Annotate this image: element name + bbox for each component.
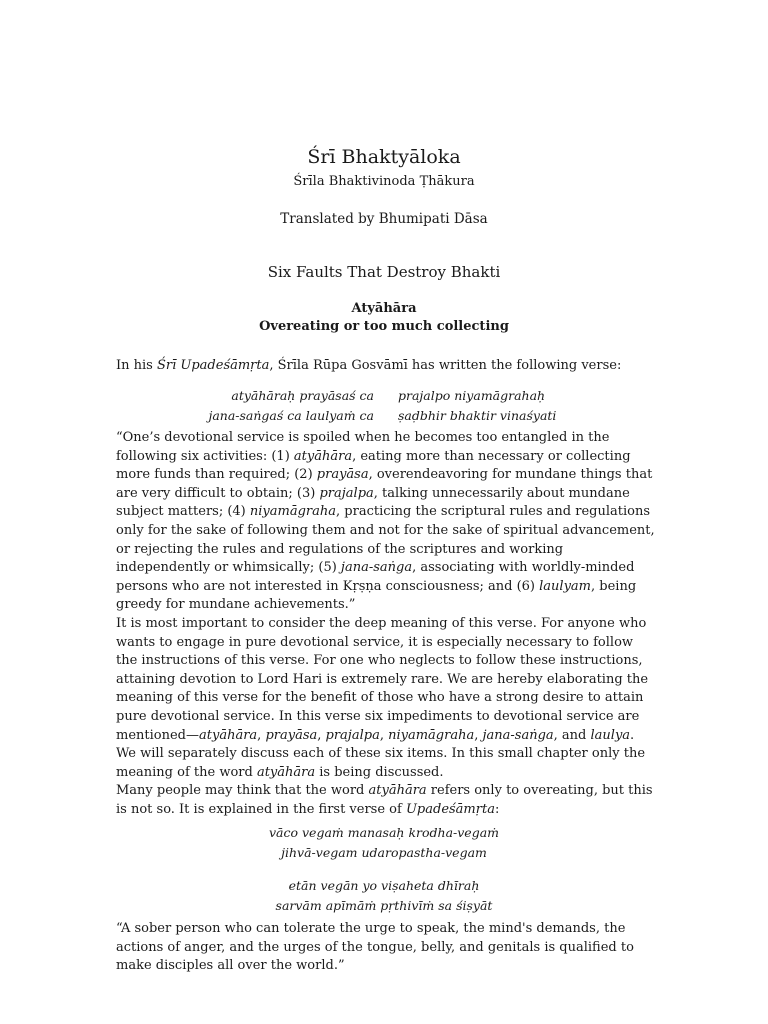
verse-line: vāco vegaṁ manasaḥ krodha-vegaṁ [268,825,500,840]
sanskrit-term: prayāsa [265,727,318,743]
sanskrit-term: prajalpa [325,727,380,743]
text-run: , being greedy for mundane achievements.” [116,578,637,613]
body-text [116,429,656,819]
translator-line: Translated by Bhumipati Dāsa [280,211,488,227]
sanskrit-term: atyāhāra [199,727,258,743]
author-line: Śrīla Bhaktivinoda Ṭhākura [293,174,475,189]
sanskrit-term: niyamāgraha [249,504,337,520]
sanskrit-term: jana-saṅga [340,560,413,576]
verse-block-3 [0,876,768,916]
text-run: , [317,727,326,743]
book-title: Śrī Bhaktyāloka [307,146,461,168]
sanskrit-term: niyamāgraha [388,727,475,743]
text-run: , practicing the scriptural rules and regulations only for the sake of following them and not for the sake of spiritual advancement, or rejecting the rules and regulations of the scriptures and working independently or whimsically; (5) [116,504,655,576]
sanskrit-term: laulyam [539,578,592,594]
sanskrit-term: atyāhāra [368,783,427,799]
sanskrit-term: prayāsa [316,467,369,483]
verse-line: etān vegān yo viṣaheta dhīraḥ [288,878,480,893]
text-run: refers only to overeating, but this is not so. It is explained in the first verse of [116,783,653,817]
sanskrit-term: atyāhāra [256,764,316,780]
text-run: : [494,801,500,817]
text-run: , [379,727,389,743]
chapter-title: Six Faults That Destroy Bhakti [267,263,501,281]
verse-block-2 [0,823,768,863]
intro-work-title: Śrī Upadeśāmṛta [156,358,270,373]
text-run: , eating more than necessary or collecting more funds than required; (2) [116,448,631,483]
intro-pre: In his [116,358,157,373]
text-run: Many people may think that the word [116,783,369,799]
commentary-paragraph [116,782,656,819]
intro-paragraph [116,358,656,373]
closing-paragraph [116,920,656,976]
verse-half: ṣaḍbhir bhaktir vinaśyati [398,408,557,423]
translation-paragraph [116,429,656,615]
verse-block-1 [116,386,656,426]
sanskrit-term: atyāhāra [293,448,353,464]
verse-line: jihvā-vegam udaropastha-vegam [281,845,487,860]
closing-text: “A sober person who can tolerate the urge to speak, the mind's demands, the actions of anger, and the urges of the tongue, belly, and genitals is qualified to make disciples all over the world.” [116,921,634,974]
verse-line [116,406,656,426]
section-subtitle: Overeating or too much collecting [259,319,509,334]
text-run: It is most important to consider the deep meaning of this verse. For anyone who wants to engage in pure devotional service, it is especially necessary to follow the instructions of this verse. For one who neglects to follow these instructions, attaining devotion to Lord Hari is extremely rare. We are hereby elaborating the meaning of this verse for the benefit of those who have a strong desire to attain pure devotional service. In this verse six impediments to devotional service are mentioned— [116,615,649,743]
text-run: “One’s devotional service is spoiled when he becomes too entangled in the following six activities: (1) [116,430,610,464]
work-title: Upadeśāmṛta [405,801,495,817]
verse-half: prajalpo niyamāgrahaḥ [398,388,546,403]
text-run: is being discussed. [315,764,444,780]
text-run: , [474,727,483,743]
text-run: , [257,727,266,743]
sanskrit-term: prajalpa [319,485,374,501]
sanskrit-term: laulya [590,727,631,743]
text-run: , associating with worldly-minded persons who are not interested in Kṛṣṇa consciousness; and (6) [116,560,635,594]
commentary-paragraph [116,615,656,782]
text-run: , talking unnecessarily about mundane subject matters; (4) [116,485,630,520]
text-run: . We will separately discuss each of these six items. In this small chapter only the meaning of the word [116,727,646,780]
text-run: , overendeavoring for mundane things that are very difficult to obtain; (3) [116,467,653,501]
text-run: , and [553,727,591,743]
verse-line: sarvām apīmāṁ pṛthivīṁ sa śiṣyāt [275,898,493,913]
section-name: Atyāhāra [351,301,417,316]
verse-half: jana-saṅgaś ca laulyaṁ ca [208,408,374,423]
sanskrit-term: jana-saṅga [482,727,554,743]
verse-half: atyāhāraḥ prayāsaś ca [231,388,374,403]
intro-post: , Śrīla Rūpa Gosvāmī has written the following verse: [269,358,622,373]
verse-line [116,386,656,406]
